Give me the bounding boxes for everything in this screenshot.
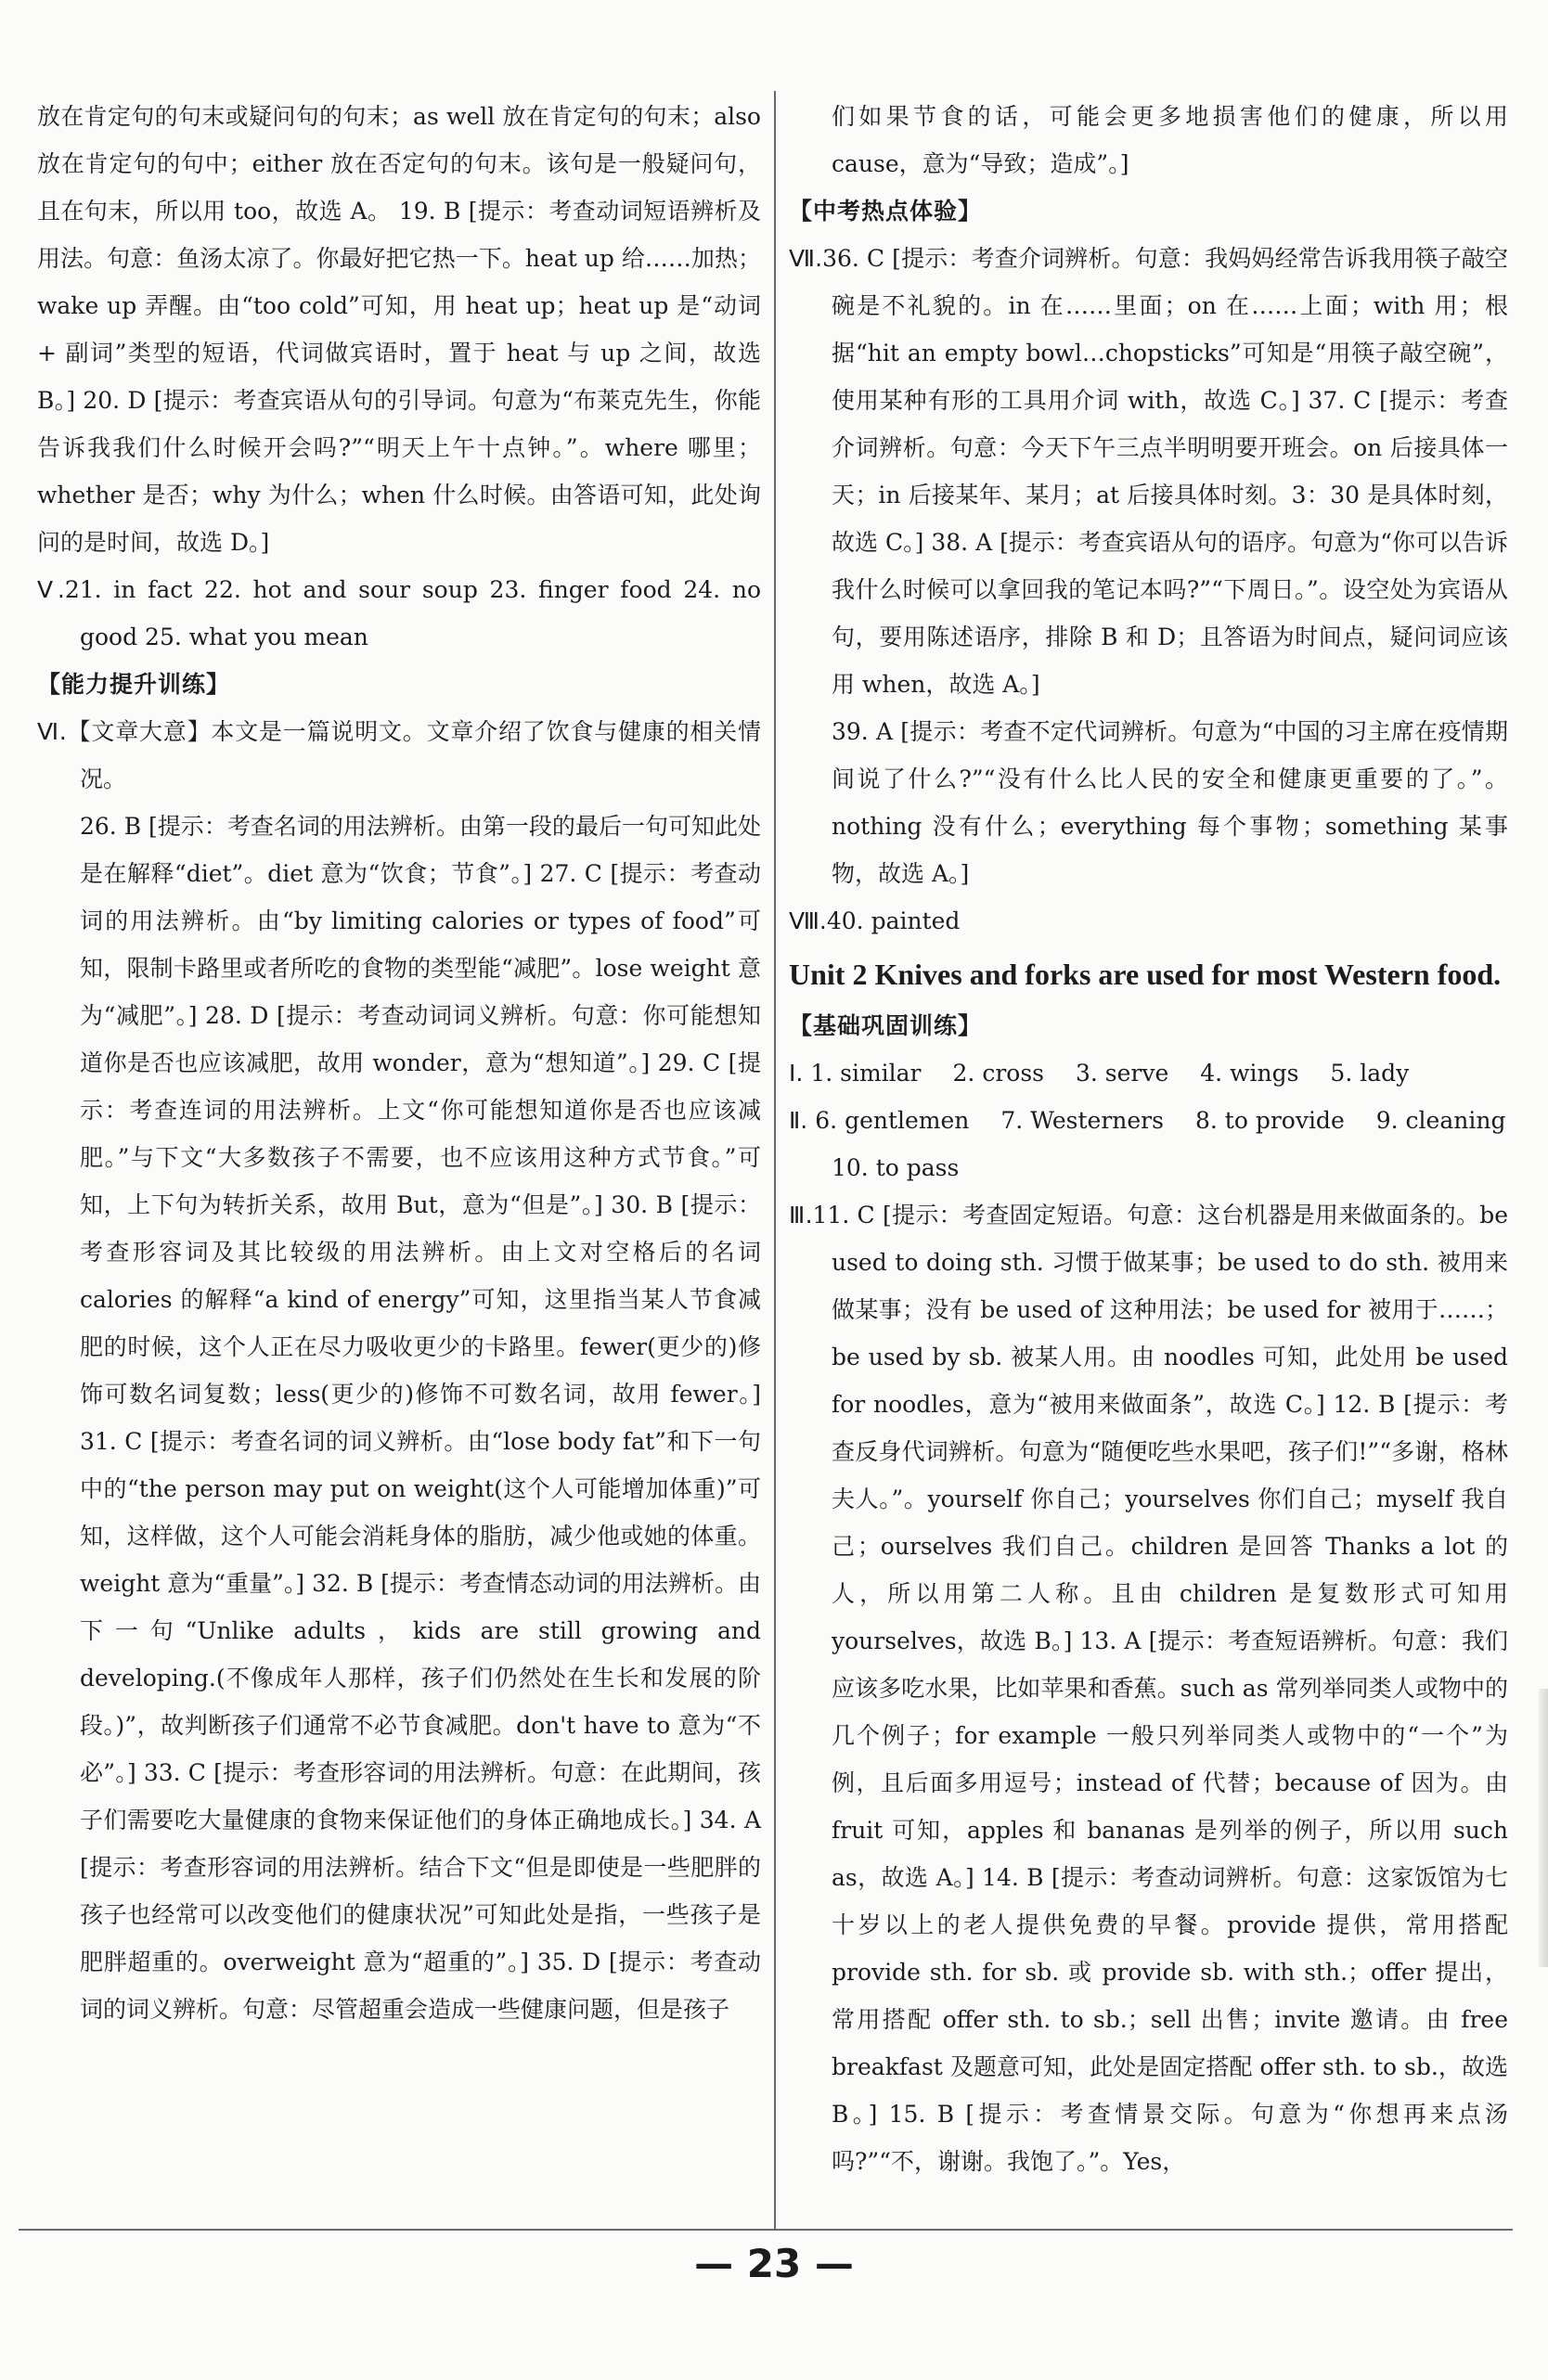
answer-block-39: 39. A [提示：考查不定代词辨析。句意为“中国的习主席在疫情期间说了什么?”“没有什么比人民的安全和健康更重要的了。”。nothing 没有什么；everything 每个事物；something 某事物，故选 A。]: [832, 718, 1508, 887]
section-ii-answers-cont: [789, 1144, 1508, 1191]
section-vi-label: Ⅵ.: [37, 718, 67, 745]
answer-item: 9. cleaning: [1375, 1107, 1506, 1134]
section-v-text: 21. in fact 22. hot and sour soup 23. finger food 24. no good 25. what you mean: [64, 576, 761, 650]
section-i-answers: [789, 1049, 1508, 1097]
section-iii-text: 11. C [提示：考查固定短语。句意：这台机器是用来做面条的。be used to doing sth. 习惯于做某事；be used to do sth. 被用来做某事；没有 be used of 这种用法；be used for 被用于……；be used by sb. 被某人用。由 noodles 可知，此处用 be used for noodles，意为“被用来做面条”，故选 C。] 12. B [提示：考查反身代词辨析。句意为“随便吃些水果吧，孩子们!”“多谢，格林夫人。”。yourself 你自己；yourselves 你们自己；myself 我自己；ourselves 我们自己。children 是回答 Thanks a lot 的人，所以用第二人称。且由 children 是复数形式可知用 yourselves，故选 B。] 13. A [提示：考查短语辨析。句意：我们应该多吃水果，比如苹果和香蕉。such as 常列举同类人或物中的几个例子；for example 一般只列举同类人或物中的“一个”为例，且后面多用逗号；instead of 代替；because of 因为。由 fruit 可知，apples 和 bananas 是列举的例子，所以用 such as，故选 A。] 14. B [提示：考查动词辨析。句意：这家饭馆为七十岁以上的老人提供免费的早餐。provide 提供，常用搭配 provide sth. for sb. 或 provide sb. with sth.；offer 提出，常用搭配 offer sth. to sb.；sell 出售；invite 邀请。由 free breakfast 及题意可知，此处是固定搭配 offer sth. to sb.，故选 B。] 15. B [提示：考查情景交际。句意为“你想再来点汤吗?”“不，谢谢。我饱了。”。Yes，: [812, 1202, 1508, 2175]
page-edge-shadow: [1539, 1689, 1548, 1967]
answer-item: 7. Westerners: [1000, 1107, 1164, 1134]
heading-ability-training: 【能力提升训练】: [37, 671, 231, 698]
section-iii-label: Ⅲ.: [789, 1202, 813, 1229]
section-v-label: Ⅴ.: [37, 576, 65, 603]
answer-block-26-35: 26. B [提示：考查名词的用法辨析。由第一段的最后一句可知此处是在解释“diet”。diet 意为“饮食；节食”。] 27. C [提示：考查动词的用法辨析。由“by limiting calories or types of food”可知，限制卡路里或者所吃的食物的类型能“减肥”。lose weight 意为“减肥”。] 28. D [提示：考查动词词义辨析。句意：你可能想知道你是否也应该减肥，故用 wonder，意为“想知道”。] 29. C [提示：考查连词的用法辨析。上文“你可能想知道你是否也应该减肥。”与下文“大多数孩子不需要，也不应该用这种方式节食。”可知，上下句为转折关系，故用 But，意为“但是”。] 30. B [提示：考查形容词及其比较级的用法辨析。由上文对空格后的名词 calories 的解释“a kind of energy”可知，这里指当某人节食减肥的时候，这个人正在尽力吸收更少的卡路里。fewer(更少的)修饰可数名词复数；less(更少的)修饰不可数名词，故用 fewer。] 31. C [提示：考查名词的词义辨析。由“lose body fat”和下一句中的“the person may put on weight(这个人可能增加体重)”可知，这样做，这个人可能会消耗身体的脂肪，减少他或她的体重。weight 意为“重量”。] 32. B [提示：考查情态动词的用法辨析。由下一句“Unlike adults，kids are still growing and developing.(不像成年人那样，孩子们仍然处在生长和发展的阶段。)”，故判断孩子们通常不必节食减肥。don't have to 意为“不必”。] 33. C [提示：考查形容词的用法辨析。句意：在此期间，孩子们需要吃大量健康的食物来保证他们的身体正确地成长。] 34. A [提示：考查形容词的用法辨析。结合下文“但是即使是一些肥胖的孩子也经常可以改变他们的健康状况”可知此处是指，一些孩子是肥胖超重的。overweight 意为“超重的”。] 35. D [提示：考查动词的词义辨析。句意：尽管超重会造成一些健康问题，但是孩子: [80, 813, 761, 2023]
right-column: [789, 93, 1508, 2227]
answer-block-35-cont: 们如果节食的话，可能会更多地损害他们的健康，所以用 cause，意为“导致；造成”。]: [832, 103, 1508, 177]
section-viii-answers: [789, 897, 1508, 945]
answer-item: 10. to pass: [832, 1154, 960, 1181]
heading-exam-practice: 【中考热点体验】: [789, 198, 983, 225]
answer-item: 1. similar: [810, 1060, 922, 1087]
column-divider: [774, 91, 776, 2230]
section-viii-text: 40. painted: [826, 907, 961, 934]
section-ii-answers: [789, 1097, 1508, 1144]
heading-basic-training: 【基础巩固训练】: [789, 1012, 983, 1039]
section-i-label: Ⅰ.: [789, 1060, 804, 1087]
answer-item: 3. serve: [1075, 1060, 1169, 1087]
section-ii-label: Ⅱ.: [789, 1107, 808, 1134]
section-vii-text: 36. C [提示：考查介词辨析。句意：我妈妈经常告诉我用筷子敲空碗是不礼貌的。in 在……里面；on 在……上面；with 用；根据“hit an empty bowl…chopsticks”可知是“用筷子敲空碗”，使用某种有形的工具用介词 with，故选 C。] 37. C [提示：考查介词辨析。句意：今天下午三点半明明要开班会。on 后接具体一天；in 后接某年、某月；at 后接具体时刻。3：30 是具体时刻，故选 C。] 38. A [提示：考查宾语从句的语序。句意为“你可以告诉我什么时候可以拿回我的笔记本吗?”“下周日。”。设空处为宾语从句，要用陈述语序，排除 B 和 D；且答语为时间点，疑问词应该用 when，故选 A。]: [822, 245, 1508, 698]
section-vii-answers: [789, 235, 1508, 708]
answer-item: 2. cross: [952, 1060, 1044, 1087]
section-vi-text: 【文章大意】本文是一篇说明文。文章介绍了饮食与健康的相关情况。: [66, 718, 761, 792]
answer-item: 4. wings: [1200, 1060, 1299, 1087]
answer-block-19-20: 放在肯定句的句末或疑问句的句末；as well 放在肯定句的句末；also 放在肯定句的句中；either 放在否定句的句末。该句是一般疑问句，且在句末，所以用 too，故选 A。 19. B [提示：考查动词短语辨析及用法。句意：鱼汤太凉了。你最好把它热一下。heat up 给……加热；wake up 弄醒。由“too cold”可知，用 heat up；heat up 是“动词 + 副词”类型的短语，代词做宾语时，置于 heat 与 up 之间，故选 B。] 20. D [提示：考查宾语从句的引导词。句意为“布莱克先生，你能告诉我我们什么时候开会吗?”“明天上午十点钟。”。where 哪里；whether 是否；why 为什么；when 什么时候。由答语可知，此处询问的是时间，故选 D。]: [37, 103, 761, 556]
unit-title: Unit 2 Knives and forks are used for most Western food.: [789, 958, 1502, 991]
page-number: — 23 —: [694, 2241, 854, 2286]
section-vi-summary: [37, 708, 761, 803]
section-viii-label: Ⅷ.: [789, 907, 827, 934]
answer-item: 8. to provide: [1194, 1107, 1345, 1134]
answer-item: 5. lady: [1330, 1060, 1410, 1087]
answer-item: 6. gentlemen: [815, 1107, 970, 1134]
footer-rule: [19, 2229, 1513, 2231]
section-iii-answers: [789, 1191, 1508, 2185]
left-column: [37, 93, 761, 2227]
section-vii-label: Ⅶ.: [789, 245, 823, 272]
section-v-answers: [37, 566, 761, 661]
